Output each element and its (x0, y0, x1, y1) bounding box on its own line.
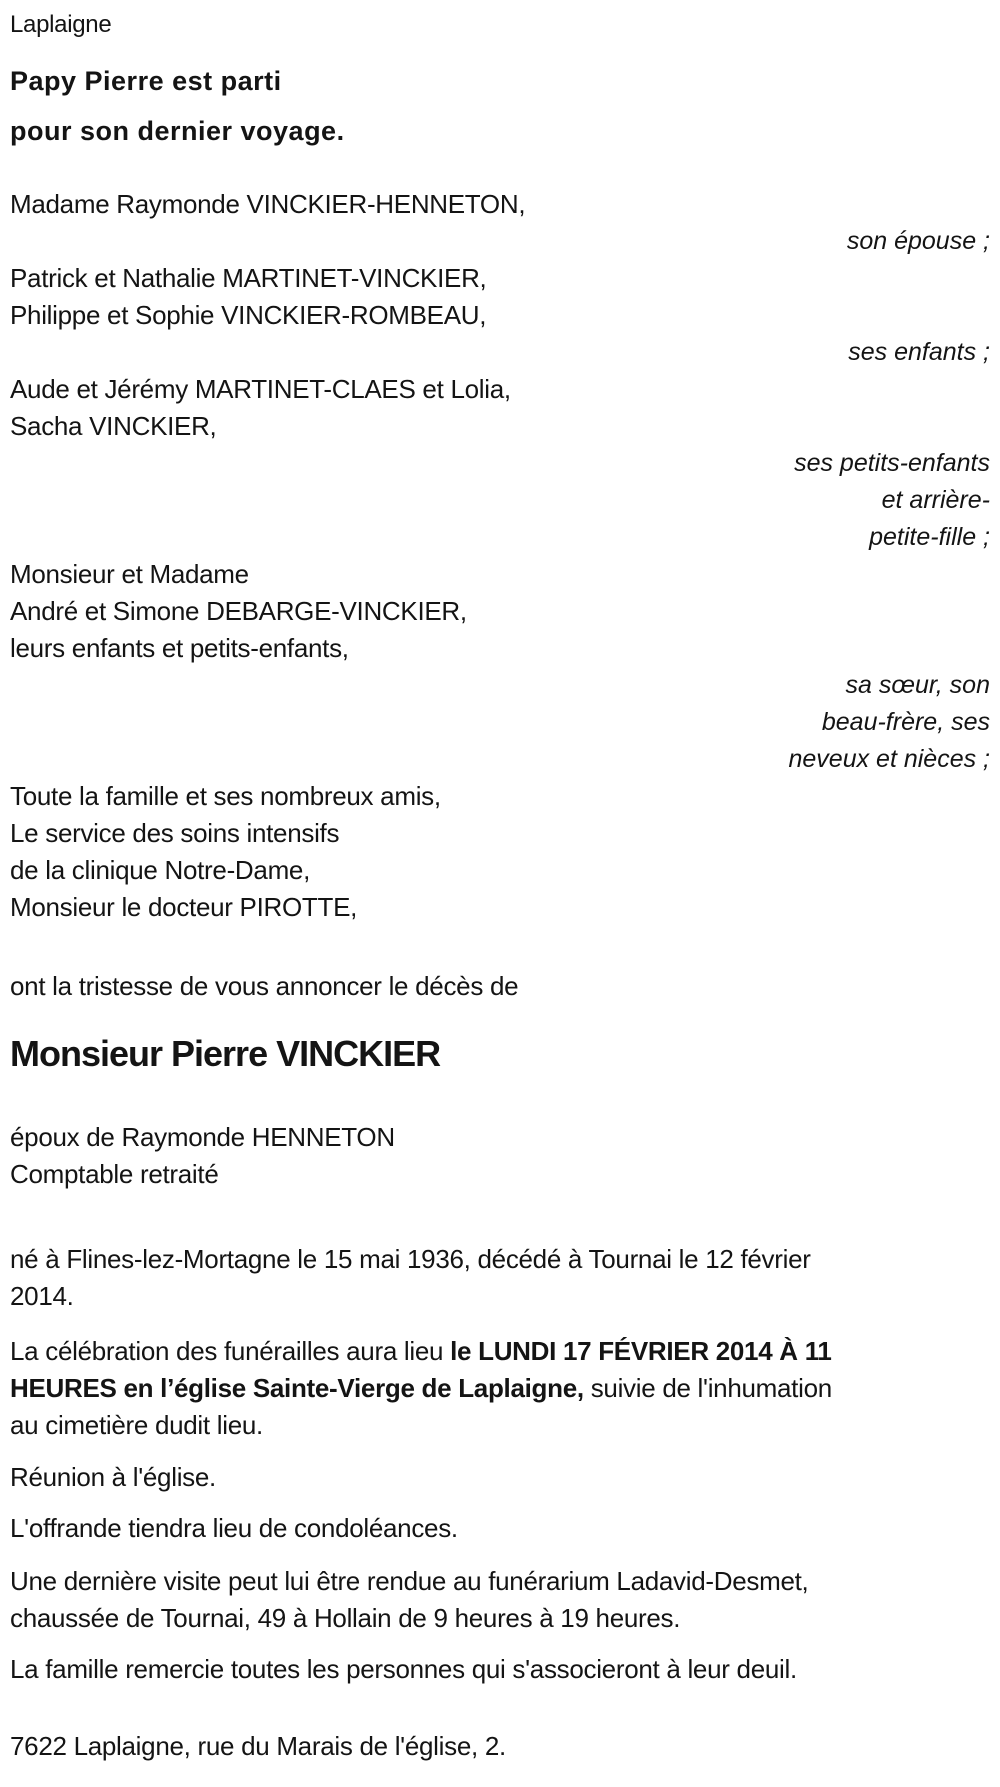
offering-note: L'offrande tiendra lieu de condoléances. (10, 1513, 458, 1543)
visit-note (10, 1563, 990, 1637)
ceremony-intro: La célébration des funérailles aura lieu (10, 1336, 451, 1366)
relation-label: sa sœur, son (845, 671, 990, 699)
family-group-spouse (10, 186, 990, 260)
ceremony-paragraph (10, 1333, 990, 1444)
ceremony-date-bold: le LUNDI 17 FÉVRIER 2014 À 11 (450, 1336, 832, 1366)
life-dates-line-1: né à Flines-lez-Mortagne le 15 mai 1936, décédé à Tournai le 12 février (10, 1244, 811, 1274)
ceremony-line-3: au cimetière dudit lieu. (10, 1410, 263, 1440)
announcement-line: ont la tristesse de vous annoncer le décès de (10, 971, 519, 1001)
family-group-grandchildren (10, 371, 990, 556)
address-line: 7622 Laplaigne, rue du Marais de l'église, 2. (10, 1731, 506, 1761)
epitaph (10, 56, 990, 156)
profession-line: Comptable retraité (10, 1159, 219, 1189)
family-member-line: leurs enfants et petits-enfants, (10, 633, 349, 663)
family-member-line: Toute la famille et ses nombreux amis, (10, 781, 441, 811)
ceremony-burial-text: suivie de l'inhumation (583, 1373, 832, 1403)
visit-note-line-2: chaussée de Tournai, 49 à Hollain de 9 heures à 19 heures. (10, 1603, 681, 1633)
location-line: Laplaigne (10, 11, 112, 38)
family-member-line: de la clinique Notre-Dame, (10, 855, 311, 885)
family-member-line: Patrick et Nathalie MARTINET-VINCKIER, (10, 263, 487, 293)
family-member-line: Aude et Jérémy MARTINET-CLAES et Lolia, (10, 374, 511, 404)
deceased-name-heading: Monsieur Pierre VINCKIER (10, 1033, 441, 1074)
family-member-line: Monsieur et Madame (10, 559, 249, 589)
ceremony-line-1 (10, 1333, 990, 1370)
family-group-children (10, 260, 990, 371)
family-member-line: André et Simone DEBARGE-VINCKIER, (10, 596, 467, 626)
family-member-line: Le service des soins intensifs (10, 818, 340, 848)
family-member-line: Monsieur le docteur PIROTTE, (10, 892, 358, 922)
epitaph-line-1: Papy Pierre est parti (10, 66, 282, 96)
family-member-line: Philippe et Sophie VINCKIER-ROMBEAU, (10, 300, 487, 330)
relation-label: son épouse ; (846, 227, 990, 255)
family-section (10, 186, 990, 926)
relation-label: beau-frère, ses (821, 708, 990, 736)
family-member-line: Madame Raymonde VINCKIER-HENNETON, (10, 189, 526, 219)
reunion-note: Réunion à l'église. (10, 1462, 216, 1492)
family-group-others (10, 778, 990, 926)
family-group-siblings (10, 556, 990, 778)
thanks-note: La famille remercie toutes les personnes qui s'associeront à leur deuil. (10, 1654, 797, 1684)
relation-label: neveux et nièces ; (788, 745, 990, 773)
ceremony-church-bold: HEURES en l’église Sainte-Vierge de Laplaigne, (10, 1373, 584, 1403)
life-dates (10, 1241, 990, 1315)
spouse-line: époux de Raymonde HENNETON (10, 1122, 395, 1152)
deceased-details (10, 1119, 990, 1193)
epitaph-line-2: pour son dernier voyage. (10, 116, 345, 146)
relation-label: et arrière- (881, 486, 990, 514)
visit-note-line-1: Une dernière visite peut lui être rendue au funérarium Ladavid-Desmet, (10, 1566, 809, 1596)
ceremony-line-2 (10, 1370, 990, 1407)
relation-label: ses enfants ; (848, 338, 990, 366)
life-dates-line-2: 2014. (10, 1281, 74, 1311)
relation-label: ses petits-enfants (794, 449, 990, 477)
relation-label: petite-fille ; (869, 523, 990, 551)
family-member-line: Sacha VINCKIER, (10, 411, 217, 441)
